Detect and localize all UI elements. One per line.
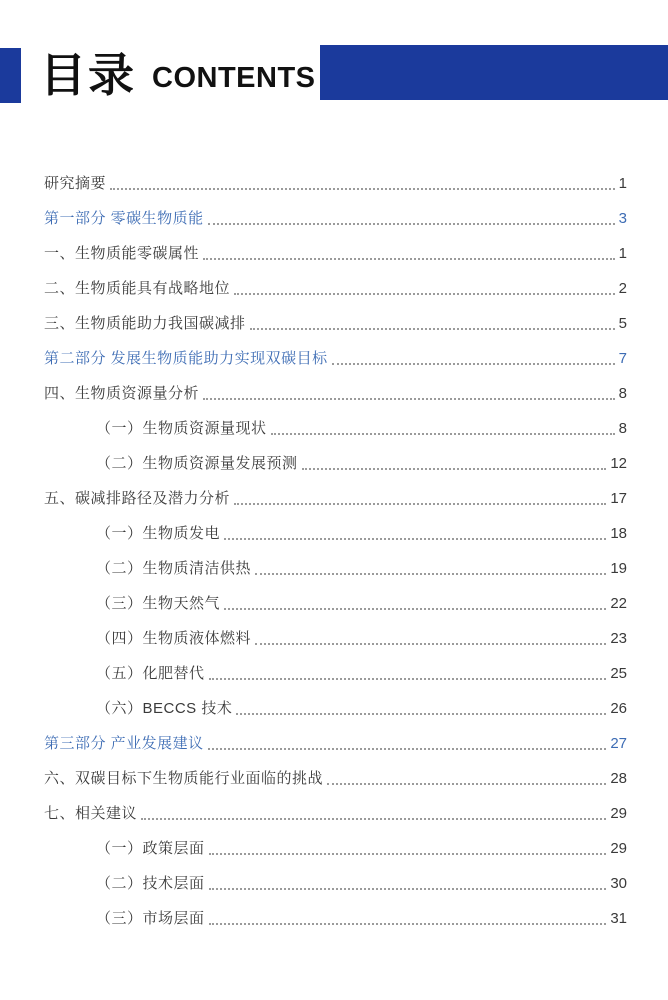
toc-page-number: 29 [610, 840, 627, 857]
dot-leader [327, 783, 606, 785]
dot-leader [234, 503, 606, 505]
toc-entry[interactable] [44, 557, 627, 579]
toc-entry[interactable] [44, 207, 627, 229]
toc-page-number: 26 [610, 700, 627, 717]
toc-page-number: 7 [618, 350, 627, 367]
toc-page-number: 8 [618, 385, 627, 402]
dot-leader [203, 258, 615, 260]
toc-entry[interactable] [44, 277, 627, 299]
toc-entry[interactable] [44, 382, 627, 404]
toc-entry[interactable] [44, 172, 627, 194]
toc-entry-label: 六、双碳目标下生物质能行业面临的挑战 [44, 770, 324, 787]
toc-page-number: 17 [610, 490, 627, 507]
toc-page-number: 30 [610, 875, 627, 892]
toc-entry[interactable] [44, 837, 627, 859]
dot-leader [141, 818, 606, 820]
toc-entry-label: （二）技术层面 [96, 875, 205, 892]
toc-page-number: 3 [618, 210, 627, 227]
dot-leader [110, 188, 615, 190]
toc-entry[interactable] [44, 592, 627, 614]
dot-leader [255, 573, 606, 575]
toc-page-number: 2 [618, 280, 627, 297]
toc-entry-label: （三）市场层面 [96, 910, 205, 927]
dot-leader [236, 713, 606, 715]
toc-page-number: 29 [610, 805, 627, 822]
page-title-chinese: 目录 [40, 49, 136, 101]
toc-page-number: 19 [610, 560, 627, 577]
toc-page-number: 8 [618, 420, 627, 437]
toc-entry-label: （二）生物质清洁供热 [96, 560, 252, 577]
dot-leader [332, 363, 615, 365]
toc-page-number: 28 [610, 770, 627, 787]
toc-page-number: 1 [618, 175, 627, 192]
toc-entry-label: （一）生物质发电 [96, 525, 221, 542]
toc-page-number: 1 [618, 245, 627, 262]
toc-entry[interactable] [44, 522, 627, 544]
dot-leader [302, 468, 607, 470]
toc-entry[interactable] [44, 732, 627, 754]
toc-page-number: 22 [610, 595, 627, 612]
header-bar-decoration [320, 45, 668, 100]
brand-square-decoration [0, 48, 21, 103]
toc-entry[interactable] [44, 487, 627, 509]
toc-entry[interactable] [44, 767, 627, 789]
dot-leader [271, 433, 615, 435]
toc-entry-label: 五、碳减排路径及潜力分析 [44, 490, 231, 507]
toc-page-number: 5 [618, 315, 627, 332]
dot-leader [208, 748, 607, 750]
toc-page-number: 18 [610, 525, 627, 542]
toc-entry[interactable] [44, 347, 627, 369]
toc-entry-label: 四、生物质资源量分析 [44, 385, 200, 402]
toc-entry[interactable] [44, 907, 627, 929]
toc-entry-label: （三）生物天然气 [96, 595, 221, 612]
dot-leader [224, 538, 606, 540]
toc-entry-label: （四）生物质液体燃料 [96, 630, 252, 647]
toc-entry-label: （一）生物质资源量现状 [96, 420, 267, 437]
dot-leader [209, 888, 607, 890]
dot-leader [209, 923, 607, 925]
dot-leader [234, 293, 615, 295]
toc-entry-label: （六）BECCS 技术 [96, 700, 233, 717]
toc-entry-label: 一、生物质能零碳属性 [44, 245, 200, 262]
dot-leader [250, 328, 615, 330]
dot-leader [224, 608, 606, 610]
toc-entry-label: 第三部分 产业发展建议 [44, 735, 204, 752]
toc-entry-label: 二、生物质能具有战略地位 [44, 280, 231, 297]
toc-list [44, 172, 627, 942]
toc-page-number: 25 [610, 665, 627, 682]
dot-leader [208, 223, 615, 225]
toc-entry[interactable] [44, 312, 627, 334]
toc-page-number: 31 [610, 910, 627, 927]
toc-entry-label: 七、相关建议 [44, 805, 138, 822]
toc-page-number: 12 [610, 455, 627, 472]
toc-entry[interactable] [44, 417, 627, 439]
toc-entry[interactable] [44, 662, 627, 684]
dot-leader [255, 643, 606, 645]
toc-entry[interactable] [44, 697, 627, 719]
toc-page-number: 23 [610, 630, 627, 647]
toc-entry-label: （二）生物质资源量发展预测 [96, 455, 298, 472]
dot-leader [209, 853, 607, 855]
toc-entry-label: 研究摘要 [44, 175, 107, 192]
toc-entry[interactable] [44, 242, 627, 264]
dot-leader [209, 678, 607, 680]
page-title-english: CONTENTS [152, 62, 316, 94]
dot-leader [203, 398, 615, 400]
toc-entry[interactable] [44, 452, 627, 474]
toc-entry-label: （五）化肥替代 [96, 665, 205, 682]
toc-entry-label: 第二部分 发展生物质能助力实现双碳目标 [44, 350, 328, 367]
toc-entry-label: （一）政策层面 [96, 840, 205, 857]
toc-page-number: 27 [610, 735, 627, 752]
toc-entry-label: 第一部分 零碳生物质能 [44, 210, 204, 227]
toc-entry[interactable] [44, 802, 627, 824]
toc-entry[interactable] [44, 872, 627, 894]
toc-entry-label: 三、生物质能助力我国碳减排 [44, 315, 246, 332]
toc-entry[interactable] [44, 627, 627, 649]
